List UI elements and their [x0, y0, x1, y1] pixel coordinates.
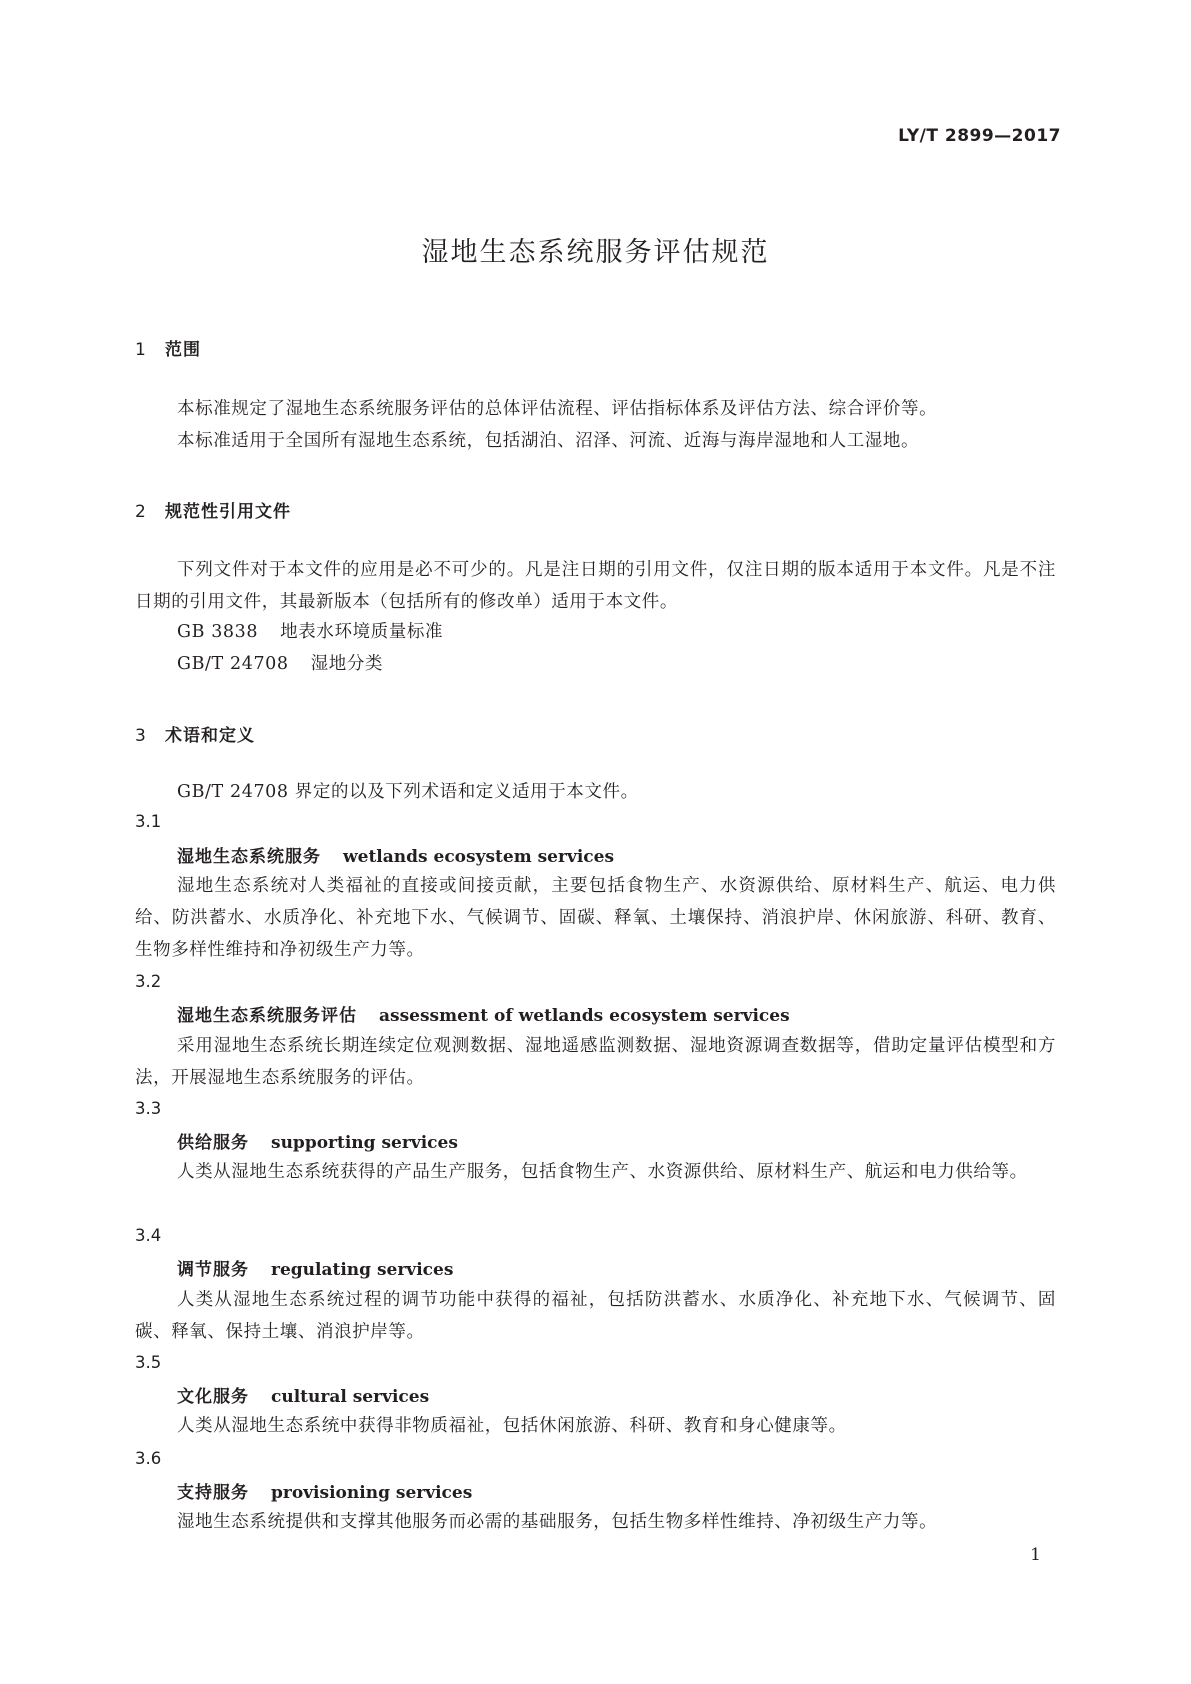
- term-definition: 湿地生态系统提供和支撑其他服务而必需的基础服务，包括生物多样性维持、净初级生产力等。: [177, 1512, 938, 1532]
- term-en: supporting services: [271, 1133, 458, 1153]
- term-en: regulating services: [271, 1260, 454, 1280]
- section-3-heading: [135, 721, 255, 746]
- page-title: 湿地生态系统服务评估规范: [421, 237, 770, 268]
- term-zh: 支持服务: [177, 1483, 249, 1503]
- section-1-paragraph-1: 本标准规定了湿地生态系统服务评估的总体评估流程、评估指标体系及评估方法、综合评价等。: [177, 399, 938, 419]
- term-zh: 文化服务: [177, 1387, 249, 1407]
- term-zh: 湿地生态系统服务: [177, 847, 321, 867]
- term-en: cultural services: [271, 1387, 430, 1407]
- section-title: 规范性引用文件: [165, 502, 291, 522]
- term-definition: 人类从湿地生态系统过程的调节功能中获得的福祉，包括防洪蓄水、水质净化、补充地下水、气候调节、固碳、释氧、保持土壤、消浪护岸等。: [135, 1290, 1056, 1342]
- term-number: 3.1: [135, 812, 162, 831]
- reference-title: 湿地分类: [310, 654, 384, 674]
- term-heading: [177, 1382, 429, 1407]
- section-number: 2: [135, 502, 147, 522]
- term-definition: 采用湿地生态系统长期连续定位观测数据、湿地遥感监测数据、湿地资源调查数据等，借助定量评估模型和方法，开展湿地生态系统服务的评估。: [135, 1036, 1056, 1088]
- term-definition: 人类从湿地生态系统获得的产品生产服务，包括食物生产、水资源供给、原材料生产、航运和电力供给等。: [177, 1162, 1028, 1182]
- reference-code: GB/T 24708: [177, 654, 289, 674]
- term-heading: [177, 842, 614, 867]
- term-en: provisioning services: [271, 1483, 473, 1503]
- section-title: 术语和定义: [165, 726, 255, 746]
- section-1-heading: [135, 335, 201, 360]
- section-2-heading: [135, 497, 291, 522]
- reference-item: [177, 618, 443, 643]
- term-number: 3.4: [135, 1226, 162, 1245]
- section-title: 范围: [165, 340, 201, 360]
- term-heading: [177, 1001, 790, 1026]
- term-zh: 调节服务: [177, 1260, 249, 1280]
- term-en: wetlands ecosystem services: [343, 847, 615, 867]
- term-definition: 湿地生态系统对人类福祉的直接或间接贡献，主要包括食物生产、水资源供给、原材料生产、航运、电力供给、防洪蓄水、水质净化、补充地下水、气候调节、固碳、释氧、土壤保持、消浪护岸、休闲旅游、科研、教育、生物多样性维持和净初级生产力等。: [135, 876, 1056, 960]
- term-number: 3.3: [135, 1099, 162, 1118]
- term-heading: [177, 1255, 453, 1280]
- term-number: 3.6: [135, 1449, 162, 1468]
- term-en: assessment of wetlands ecosystem services: [379, 1006, 790, 1026]
- section-number: 3: [135, 726, 147, 746]
- section-2-paragraph: 下列文件对于本文件的应用是必不可少的。凡是注日期的引用文件，仅注日期的版本适用于本文件。凡是不注日期的引用文件，其最新版本（包括所有的修改单）适用于本文件。: [135, 560, 1056, 612]
- term-zh: 供给服务: [177, 1133, 249, 1153]
- reference-item: [177, 650, 383, 675]
- section-1-paragraph-2: 本标准适用于全国所有湿地生态系统，包括湖泊、沼泽、河流、近海与海岸湿地和人工湿地。: [177, 431, 920, 451]
- reference-code: GB 3838: [177, 622, 259, 642]
- page-number: 1: [1030, 1545, 1041, 1565]
- term-heading: [177, 1128, 458, 1153]
- section-3-intro: GB/T 24708 界定的以及下列术语和定义适用于本文件。: [177, 782, 639, 802]
- term-heading: [177, 1478, 472, 1503]
- document-code: LY/T 2899—2017: [898, 126, 1061, 146]
- term-number: 3.5: [135, 1353, 162, 1372]
- term-definition: 人类从湿地生态系统中获得非物质福祉，包括休闲旅游、科研、教育和身心健康等。: [177, 1416, 847, 1436]
- term-zh: 湿地生态系统服务评估: [177, 1006, 357, 1026]
- section-number: 1: [135, 340, 147, 360]
- reference-title: 地表水环境质量标准: [280, 622, 444, 642]
- term-number: 3.2: [135, 972, 162, 991]
